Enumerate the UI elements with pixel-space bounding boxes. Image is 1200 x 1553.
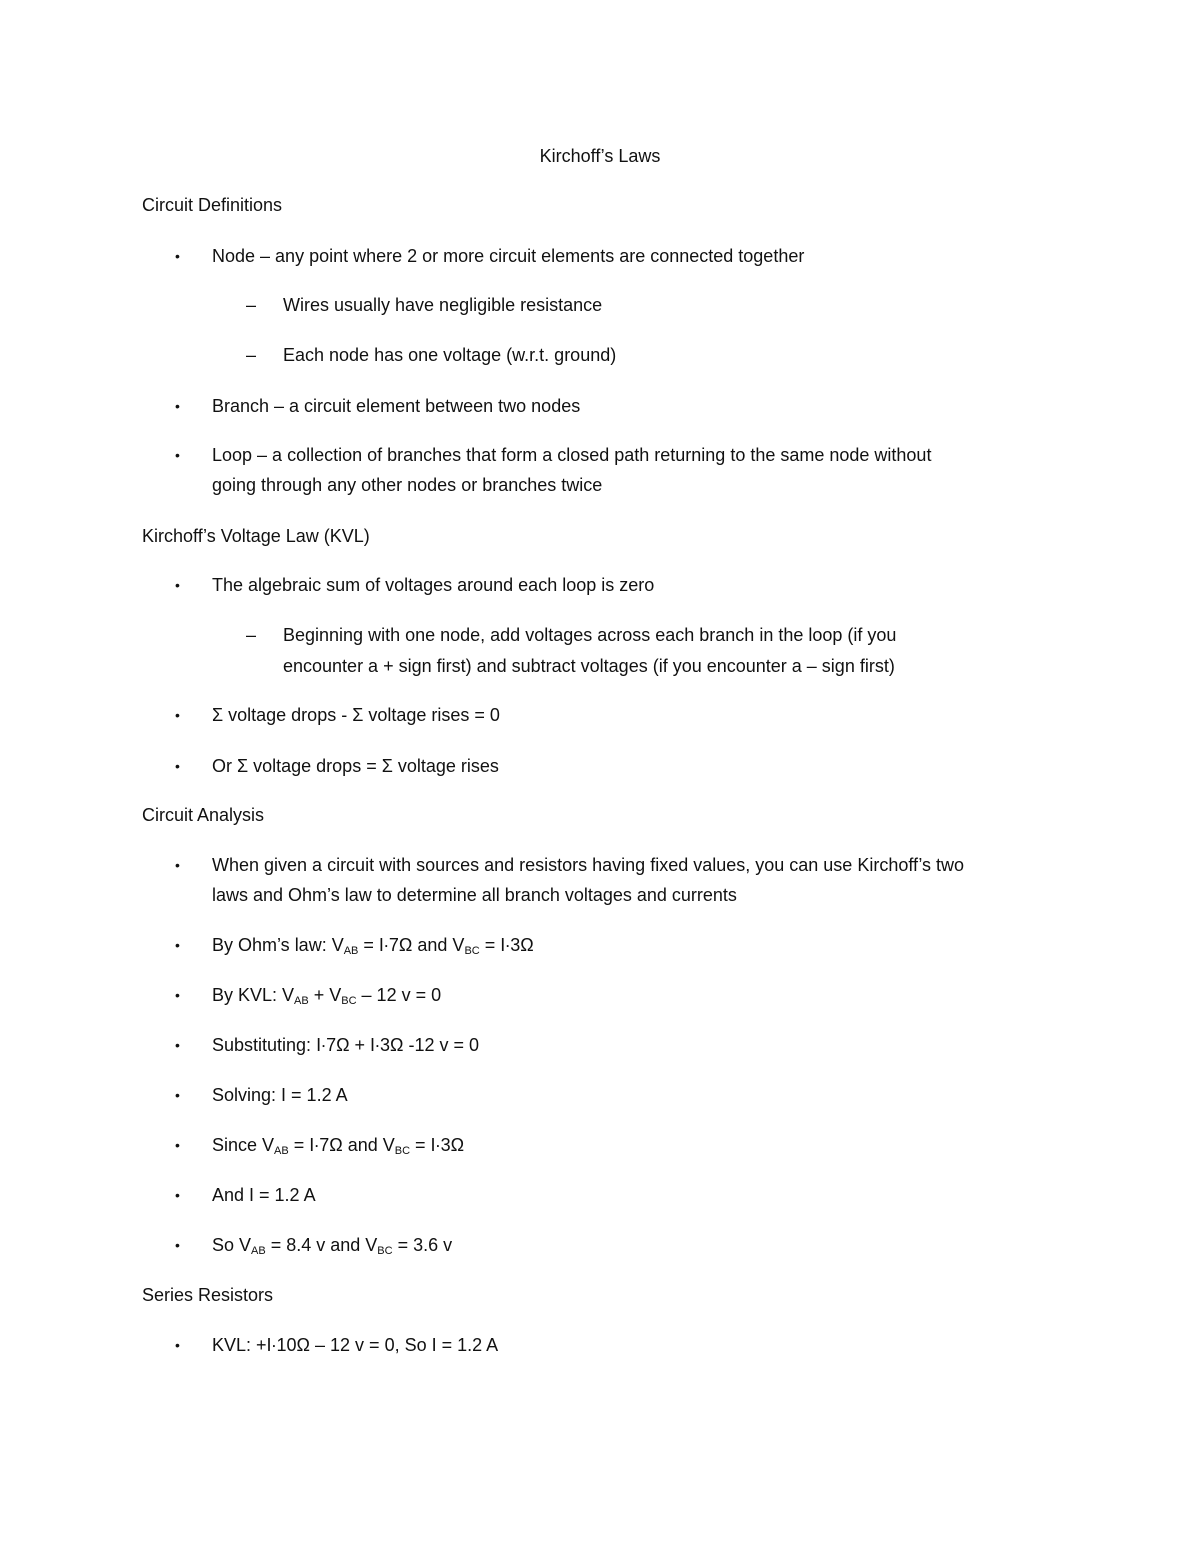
dash-icon: –: [246, 345, 257, 365]
subscript: BC: [394, 1145, 411, 1157]
bullet-icon: •: [175, 1187, 180, 1203]
bullet-icon: •: [175, 577, 180, 593]
sublist-item-beginning-line2: encounter a + sign first) and subtract voltages (if you encounter a – sign first): [283, 656, 895, 676]
equation-text: – 12 v = 0: [356, 985, 442, 1005]
bullet-icon: •: [175, 248, 180, 264]
sublist-item-beginning-line1: Beginning with one node, add voltages across each branch in the loop (if you: [283, 625, 897, 645]
list-item-by-kvl: [212, 983, 441, 1007]
equation-text: = 8.4 v and V: [265, 1235, 378, 1255]
section-heading-analysis: Circuit Analysis: [142, 805, 265, 825]
list-item-ohms-law: [212, 933, 534, 957]
sublist-item-node-voltage: Each node has one voltage (w.r.t. ground): [283, 345, 617, 365]
list-item-and: And I = 1.2 A: [212, 1185, 316, 1205]
subscript: BC: [341, 995, 357, 1007]
bullet-icon: •: [175, 707, 180, 723]
dash-icon: –: [246, 295, 257, 315]
list-item-node: Node – any point where 2 or more circuit elements are connected together: [212, 246, 805, 266]
bullet-icon: •: [175, 937, 180, 953]
list-item-given-circuit-line1: When given a circuit with sources and resistors having fixed values, you can use Kirchoff’s two: [212, 855, 965, 875]
subscript: BC: [377, 1245, 393, 1257]
bullet-icon: •: [175, 857, 180, 873]
list-item-loop-line1: Loop – a collection of branches that form a closed path returning to the same node without: [212, 445, 932, 465]
equation-text: Since V: [212, 1135, 275, 1155]
list-item-branch: Branch – a circuit element between two nodes: [212, 396, 581, 416]
list-item-so: [212, 1233, 452, 1257]
equation-text: By Ohm’s law: V: [212, 935, 344, 955]
equation-text: = I∙7Ω and V: [288, 1135, 395, 1155]
bullet-icon: •: [175, 758, 180, 774]
equation-text: = I∙3Ω: [479, 935, 534, 955]
bullet-icon: •: [175, 1337, 180, 1353]
section-heading-definitions: Circuit Definitions: [142, 195, 283, 215]
equation-text: + V: [308, 985, 342, 1005]
bullet-icon: •: [175, 987, 180, 1003]
equation-text: = I∙3Ω: [410, 1135, 465, 1155]
bullet-icon: •: [175, 398, 180, 414]
list-item-since: [212, 1133, 464, 1157]
subscript: BC: [464, 945, 480, 957]
list-item-substituting: Substituting: I∙7Ω + I∙3Ω -12 v = 0: [212, 1035, 480, 1055]
equation-text: = I∙7Ω and V: [358, 935, 465, 955]
list-item-algebraic-sum: The algebraic sum of voltages around each loop is zero: [212, 575, 655, 595]
bullet-icon: •: [175, 1037, 180, 1053]
list-item-given-circuit-line2: laws and Ohm’s law to determine all branch voltages and currents: [212, 885, 737, 905]
equation-text: = 3.6 v: [392, 1235, 453, 1255]
subscript: AB: [251, 1245, 266, 1257]
list-item-loop-line2: going through any other nodes or branches twice: [212, 475, 603, 495]
equation-text: By KVL: V: [212, 985, 295, 1005]
bullet-icon: •: [175, 1087, 180, 1103]
bullet-icon: •: [175, 447, 180, 463]
section-heading-series: Series Resistors: [142, 1285, 274, 1305]
list-item-drops-minus-rises: Σ voltage drops - Σ voltage rises = 0: [212, 705, 500, 725]
subscript: AB: [294, 995, 309, 1007]
equation-text: So V: [212, 1235, 252, 1255]
subscript: AB: [343, 945, 359, 957]
list-item-drops-equals-rises: Or Σ voltage drops = Σ voltage rises: [212, 756, 499, 776]
bullet-icon: •: [175, 1137, 180, 1153]
list-item-series-kvl: KVL: +I∙10Ω – 12 v = 0, So I = 1.2 A: [212, 1335, 499, 1355]
section-heading-kvl: Kirchoff’s Voltage Law (KVL): [142, 526, 370, 546]
subscript: AB: [274, 1145, 289, 1157]
list-item-solving: Solving: I = 1.2 A: [212, 1085, 348, 1105]
bullet-icon: •: [175, 1237, 180, 1253]
sublist-item-wires: Wires usually have negligible resistance: [283, 295, 603, 315]
page-title: Kirchoff’s Laws: [539, 146, 661, 166]
dash-icon: –: [246, 625, 257, 645]
